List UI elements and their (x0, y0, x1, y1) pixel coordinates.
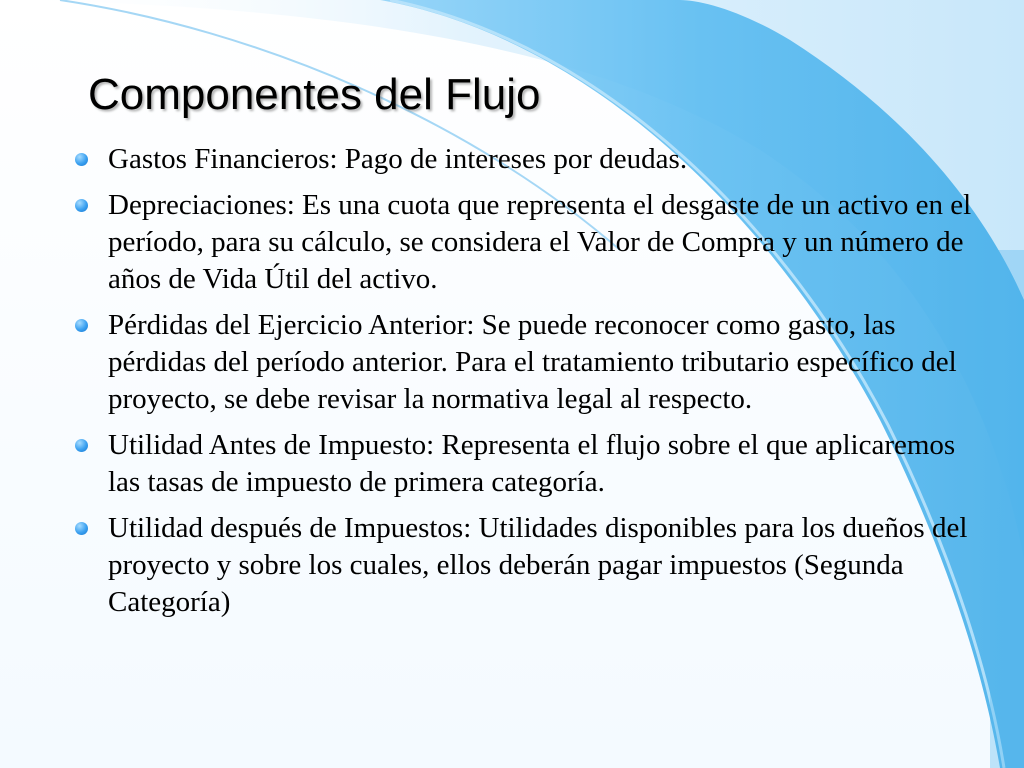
bullet-text-perdidas: Pérdidas del Ejercicio Anterior: Se puede reconocer como gasto, las pérdidas del período anterior. Para el tratamiento tributario específico del proyecto, se debe revisar la normativa legal al respecto. (108, 309, 957, 415)
round-blue-bullet-icon (75, 522, 88, 535)
round-blue-bullet-icon (75, 439, 88, 452)
slide-title: Componentes del Flujo (88, 70, 541, 119)
bullet-list (72, 141, 972, 630)
bullet-text-gastos-financieros: Gastos Financieros: Pago de intereses por deudas. (108, 143, 688, 175)
bullet-text-depreciaciones: Depreciaciones: Es una cuota que representa el desgaste de un activo en el período, para su cálculo, se considera el Valor de Compra y un número de años de Vida Útil del activo. (108, 189, 972, 295)
bullet-item (72, 307, 972, 418)
bullet-item (72, 427, 972, 501)
bullet-text-utilidad-antes: Utilidad Antes de Impuesto: Representa el flujo sobre el que aplicaremos las tasas de impuesto de primera categoría. (108, 429, 956, 498)
round-blue-bullet-icon (75, 319, 88, 332)
round-blue-bullet-icon (75, 153, 88, 166)
bullet-item (72, 510, 972, 621)
bullet-text-utilidad-despues: Utilidad después de Impuestos: Utilidades disponibles para los dueños del proyecto y sobre los cuales, ellos deberán pagar impuestos (Segunda Categoría) (108, 512, 968, 618)
bullet-item (72, 187, 972, 298)
right-edge-band (990, 250, 1024, 768)
round-blue-bullet-icon (75, 199, 88, 212)
bullet-item (72, 141, 972, 178)
